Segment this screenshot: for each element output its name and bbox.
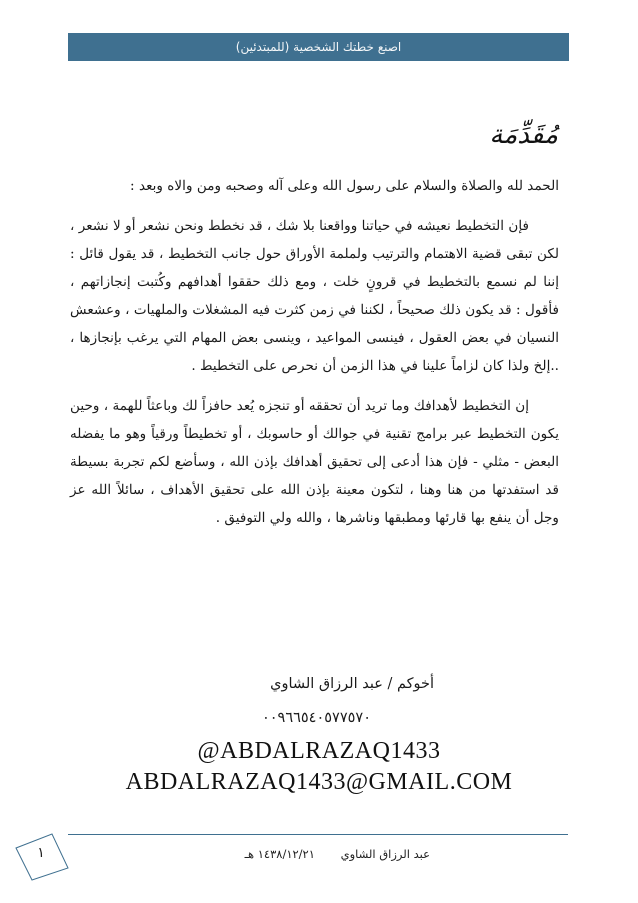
page-number: ١ [37,845,45,861]
document-title: اصنع خطتك الشخصية (للمبتدئين) [235,40,402,54]
paragraph-planning-importance: فإن التخطيط نعيشه في حياتنا وواقعنا بلا شك ، قد نخطط ونحن نشعر أو لا نشعر ، لكن تبقى قضية الاهتمام والترتيب ولملمة الأوراق حول جانب التخطيط ، قد يقول قائل : إننا لم نسمع بالتخطيط في قرونٍ خلت ، ومع ذلك حققوا أهدافهم وكُتبت إنجازاتهم ، فأقول : قد يكون ذلك صحيحاً ، لكننا في زمن كثرت فيه المشغلات والملهيات ، وعشعش النسيان في بعض العقول ، فينسى المواعيد ، وينسى بعض المهام التي يرغب بإنجازها ، ..إلخ ولذا كان لزاماً علينا في هذا الزمن أن نحرص على التخطيط . [70,218,559,374]
header-bar [68,33,569,61]
footer-info [220,847,430,861]
body-text [70,172,559,532]
section-heading: مُقَدِّمَة [489,120,558,150]
social-handle: @ABDALRAZAQ1433 [197,738,441,764]
footer-date: ١٤٣٨/١٢/٢١ هـ [244,847,315,861]
signature-name: أخوكم / عبد الرزاق الشاوي [270,676,434,692]
paragraph-opening: الحمد لله والصلاة والسلام على رسول الله وعلى آله وصحبه ومن والاه وبعد : [130,178,559,194]
footer-author: عبد الرزاق الشاوي [340,847,430,861]
footer-divider [68,834,568,835]
email-address: ABDALRAZAQ1433@GMAIL.COM [125,769,513,795]
paragraph-planning-benefits: إن التخطيط لأهدافك وما تريد أن تحققه أو تنجزه يُعد حافزاً لك وباعثاً للهمة ، وحين يكون التخطيط عبر برامج تقنية في جوالك أو حاسوبك ، أو تخطيطاً ورقياً وهو ما يفضله البعض - مثلي - فإن هذا أدعى إلى تحقيق أهدافك بإذن الله ، وسأضع لكم تجربة بسيطة قد استفدتها من هنا وهنا ، لتكون معينة بإذن الله على تحقيق الأهداف ، سائلاً الله عز وجل أن ينفع بها قارئها ومطبقها وناشرها ، والله ولي التوفيق . [70,398,559,526]
signature-phone: ٠٠٩٦٦٥٤٠٥٧٧٥٧٠ [261,710,371,726]
